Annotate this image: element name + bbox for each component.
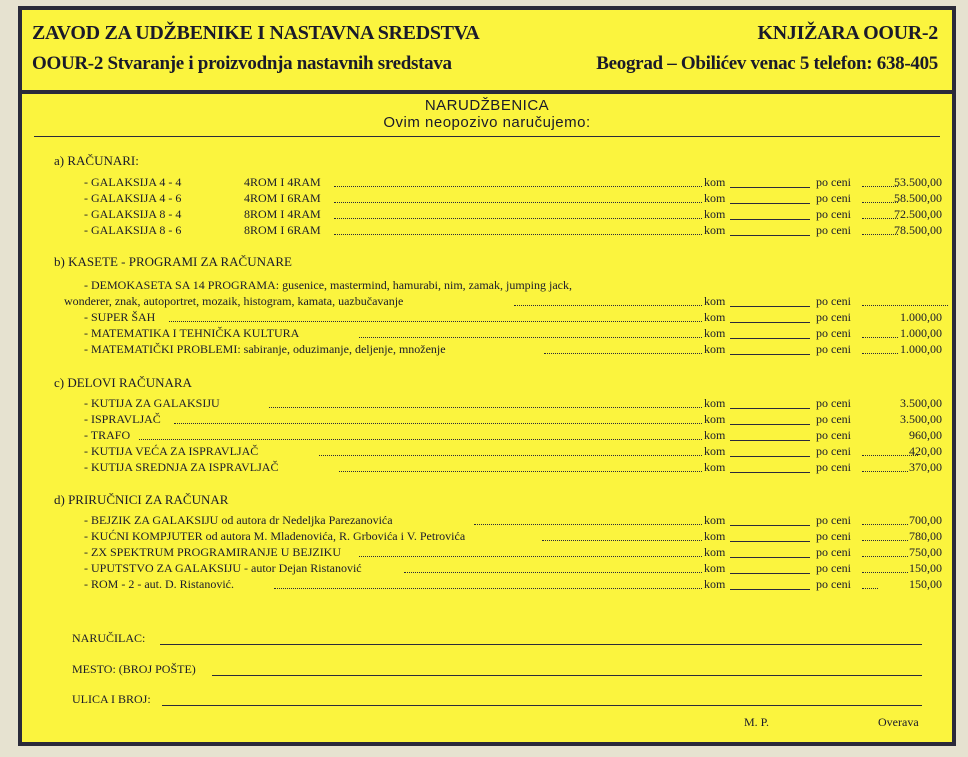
- kom-label: kom: [704, 223, 726, 237]
- header-divider: [22, 90, 952, 94]
- street-field: [72, 692, 922, 710]
- item-price: 1.000,00: [900, 310, 942, 324]
- price-label: po ceni: [816, 175, 851, 189]
- kom-label: kom: [704, 513, 726, 527]
- list-item: [64, 396, 942, 412]
- list-item: [64, 326, 942, 342]
- item-name: - SUPER ŠAH: [84, 310, 156, 324]
- item-name: - ZX SPEKTRUM PROGRAMIRANJE U BEJZIKU: [84, 545, 342, 559]
- item-price: 3.500,00: [900, 396, 942, 410]
- item-price: 370,00: [909, 460, 942, 474]
- order-form: [18, 6, 956, 746]
- price-label: po ceni: [816, 428, 851, 442]
- price-label: po ceni: [816, 223, 851, 237]
- quantity-field[interactable]: [730, 541, 810, 542]
- price-label: po ceni: [816, 529, 851, 543]
- quantity-field[interactable]: [730, 219, 810, 220]
- price-label: po ceni: [816, 561, 851, 575]
- price-label: po ceni: [816, 545, 851, 559]
- item-price: 58.500,00: [894, 191, 942, 205]
- quantity-field[interactable]: [730, 408, 810, 409]
- kom-label: kom: [704, 175, 726, 189]
- item-name: - ISPRAVLJAČ: [84, 412, 161, 426]
- list-item: [64, 577, 942, 593]
- place-input[interactable]: [212, 675, 922, 676]
- item-name: - GALAKSIJA 4 - 6: [84, 191, 182, 205]
- quantity-field[interactable]: [730, 306, 810, 307]
- kom-label: kom: [704, 444, 726, 458]
- price-label: po ceni: [816, 460, 851, 474]
- price-label: po ceni: [816, 444, 851, 458]
- place-field: [72, 662, 922, 680]
- form-subtitle: Ovim neopozivo naručujemo:: [383, 114, 591, 131]
- quantity-field[interactable]: [730, 322, 810, 323]
- orderer-field: [72, 631, 922, 649]
- list-item: [64, 460, 942, 476]
- list-item: [64, 294, 942, 310]
- item-name: - MATEMATIČKI PROBLEMI: sabiranje, oduzimanje, deljenje, množenje: [84, 342, 446, 356]
- quantity-field[interactable]: [730, 338, 810, 339]
- item-price: 1.000,00: [900, 326, 942, 340]
- quantity-field[interactable]: [730, 456, 810, 457]
- kom-label: kom: [704, 396, 726, 410]
- list-item: [64, 223, 942, 239]
- item-name: - KUTIJA SREDNJA ZA ISPRAVLJAČ: [84, 460, 279, 474]
- price-label: po ceni: [816, 326, 851, 340]
- kom-label: kom: [704, 428, 726, 442]
- certifies-label: Overava: [878, 715, 919, 729]
- orderer-input[interactable]: [160, 644, 922, 645]
- list-item: [64, 428, 942, 444]
- kom-label: kom: [704, 412, 726, 426]
- item-price: 1.000,00: [900, 342, 942, 356]
- item-name: - MATEMATIKA I TEHNIČKA KULTURA: [84, 326, 300, 340]
- price-label: po ceni: [816, 207, 851, 221]
- item-price: 150,00: [909, 577, 942, 591]
- kom-label: kom: [704, 342, 726, 356]
- price-label: po ceni: [816, 577, 851, 591]
- item-name: - GALAKSIJA 8 - 6: [84, 223, 182, 237]
- item-price: 78.500,00: [894, 223, 942, 237]
- item-spec: 4ROM I 4RAM: [244, 175, 321, 189]
- item-price: 750,00: [909, 545, 942, 559]
- kom-label: kom: [704, 207, 726, 221]
- item-name: - KUĆNI KOMPJUTER od autora M. Mladenovića, R. Grbovića i V. Petrovića: [84, 529, 466, 543]
- orderer-label: NARUČILAC:: [72, 631, 146, 645]
- price-label: po ceni: [816, 412, 851, 426]
- bookstore-name: KNJIŽARA OOUR-2: [757, 22, 938, 44]
- publisher-unit: OOUR-2 Stvaranje i proizvodnja nastavnih sredstava: [32, 53, 452, 74]
- form-title: NARUDŽBENICA: [424, 97, 550, 114]
- item-name: - GALAKSIJA 4 - 4: [84, 175, 182, 189]
- item-spec: 8ROM I 6RAM: [244, 223, 321, 237]
- list-item: [64, 444, 942, 460]
- kom-label: kom: [704, 460, 726, 474]
- street-input[interactable]: [162, 705, 922, 706]
- kom-label: kom: [704, 310, 726, 324]
- price-label: po ceni: [816, 294, 851, 308]
- item-price: 960,00: [909, 428, 942, 442]
- price-label: po ceni: [816, 342, 851, 356]
- item-name: - TRAFO: [84, 428, 131, 442]
- list-item: [64, 191, 942, 207]
- item-name: - KUTIJA VEĆA ZA ISPRAVLJAČ: [84, 444, 259, 458]
- item-name: - KUTIJA ZA GALAKSIJU: [84, 396, 220, 410]
- price-label: po ceni: [816, 396, 851, 410]
- quantity-field[interactable]: [730, 354, 810, 355]
- item-name: - BEJZIK ZA GALAKSIJU od autora dr Nedeljka Parezanovića: [84, 513, 393, 527]
- item-price: 420,00: [909, 444, 942, 458]
- section-heading-parts: c) DELOVI RAČUNARA: [54, 375, 192, 390]
- list-item: [64, 310, 942, 326]
- kom-label: kom: [704, 529, 726, 543]
- price-label: po ceni: [816, 191, 851, 205]
- street-label: ULICA I BROJ:: [72, 692, 151, 706]
- kom-label: kom: [704, 326, 726, 340]
- item-name: wonderer, znak, autoportret, mozaik, histogram, kamata, uazbučavanje: [64, 294, 404, 308]
- bookstore-address: Beograd – Obilićev venac 5 telefon: 638-405: [596, 53, 938, 74]
- section-heading-cassettes: b) KASETE - PROGRAMI ZA RAČUNARE: [54, 254, 292, 269]
- quantity-field[interactable]: [730, 589, 810, 590]
- kom-label: kom: [704, 561, 726, 575]
- stamp-place-label: M. P.: [744, 715, 770, 729]
- kom-label: kom: [704, 577, 726, 591]
- kom-label: kom: [704, 191, 726, 205]
- list-item: [64, 545, 942, 561]
- item-price: 150,00: [909, 561, 942, 575]
- list-item: [64, 207, 942, 223]
- publisher-name: ZAVOD ZA UDŽBENIKE I NASTAVNA SREDSTVA: [32, 22, 480, 44]
- quantity-field[interactable]: [730, 472, 810, 473]
- kom-label: kom: [704, 545, 726, 559]
- price-label: po ceni: [816, 310, 851, 324]
- place-label: MESTO: (BROJ POŠTE): [72, 662, 196, 676]
- quantity-field[interactable]: [730, 440, 810, 441]
- quantity-field[interactable]: [730, 187, 810, 188]
- quantity-field[interactable]: [730, 203, 810, 204]
- item-spec: 4ROM I 6RAM: [244, 191, 321, 205]
- item-name: - GALAKSIJA 8 - 4: [84, 207, 182, 221]
- item-price: 780,00: [909, 529, 942, 543]
- item-spec: 8ROM I 4RAM: [244, 207, 321, 221]
- section-heading-computers: a) RAČUNARI:: [54, 153, 139, 168]
- list-item: [64, 175, 942, 191]
- section-heading-manuals: d) PRIRUČNICI ZA RAČUNAR: [54, 492, 229, 507]
- list-item: [64, 342, 942, 358]
- quantity-field[interactable]: [730, 557, 810, 558]
- list-item: [64, 513, 942, 529]
- quantity-field[interactable]: [730, 424, 810, 425]
- item-price: 72.500,00: [894, 207, 942, 221]
- quantity-field[interactable]: [730, 525, 810, 526]
- item-price: 53.500,00: [894, 175, 942, 189]
- item-name: - ROM - 2 - aut. D. Ristanović.: [84, 577, 234, 591]
- demo-cassette-line: - DEMOKASETA SA 14 PROGRAMA: gusenice, mastermind, hamurabi, nim, zamak, jumping jack,: [84, 278, 572, 292]
- list-item: [64, 529, 942, 545]
- quantity-field[interactable]: [730, 235, 810, 236]
- list-item: [64, 412, 942, 428]
- item-name: - UPUTSTVO ZA GALAKSIJU - autor Dejan Ristanović: [84, 561, 362, 575]
- item-price: 3.500,00: [900, 412, 942, 426]
- item-price: 700,00: [909, 513, 942, 527]
- quantity-field[interactable]: [730, 573, 810, 574]
- kom-label: kom: [704, 294, 726, 308]
- price-label: po ceni: [816, 513, 851, 527]
- list-item: [64, 561, 942, 577]
- title-divider: [34, 136, 940, 137]
